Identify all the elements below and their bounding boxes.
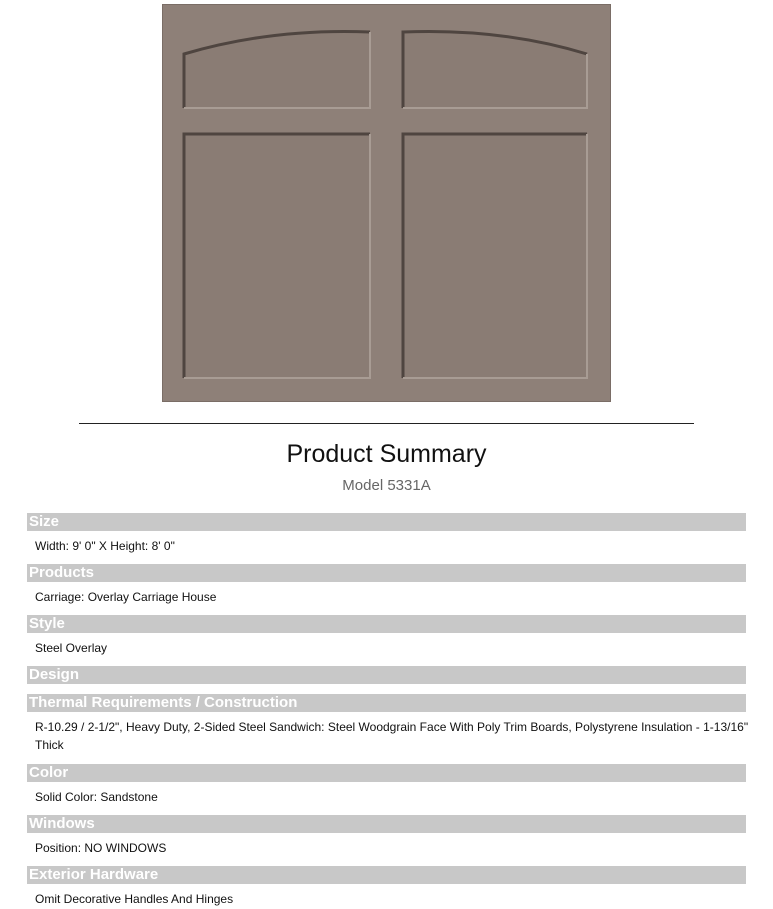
section-heading-size: Size <box>27 513 746 531</box>
section-thermal <box>27 694 749 754</box>
section-hardware <box>27 866 746 908</box>
page-title: Product Summary <box>286 440 487 468</box>
section-heading-windows: Windows <box>27 815 746 833</box>
section-products <box>27 564 746 606</box>
section-value-windows: Position: NO WINDOWS <box>35 841 167 855</box>
section-size <box>27 513 746 555</box>
section-color <box>27 764 746 806</box>
section-heading-color: Color <box>27 764 746 782</box>
section-heading-hardware: Exterior Hardware <box>27 866 746 884</box>
section-heading-products: Products <box>27 564 746 582</box>
model-number: Model 5331A <box>342 477 431 494</box>
section-style <box>27 615 746 657</box>
section-design <box>27 666 746 684</box>
section-value-products: Carriage: Overlay Carriage House <box>35 590 217 604</box>
garage-door-image <box>162 4 611 402</box>
header-divider <box>79 423 694 424</box>
section-value-thermal: R-10.29 / 2-1/2", Heavy Duty, 2-Sided Steel Sandwich: Steel Woodgrain Face With Poly Trim Boards, Polystyrene Insulation - 1-13/16" Thick <box>35 720 749 752</box>
section-value-color: Solid Color: Sandstone <box>35 790 158 804</box>
section-windows <box>27 815 746 857</box>
section-value-hardware: Omit Decorative Handles And Hinges <box>35 892 234 906</box>
section-heading-design: Design <box>27 666 746 684</box>
section-heading-style: Style <box>27 615 746 633</box>
section-value-style: Steel Overlay <box>35 641 108 655</box>
section-heading-thermal: Thermal Requirements / Construction <box>27 694 746 712</box>
section-value-size: Width: 9' 0" X Height: 8' 0" <box>35 539 175 553</box>
